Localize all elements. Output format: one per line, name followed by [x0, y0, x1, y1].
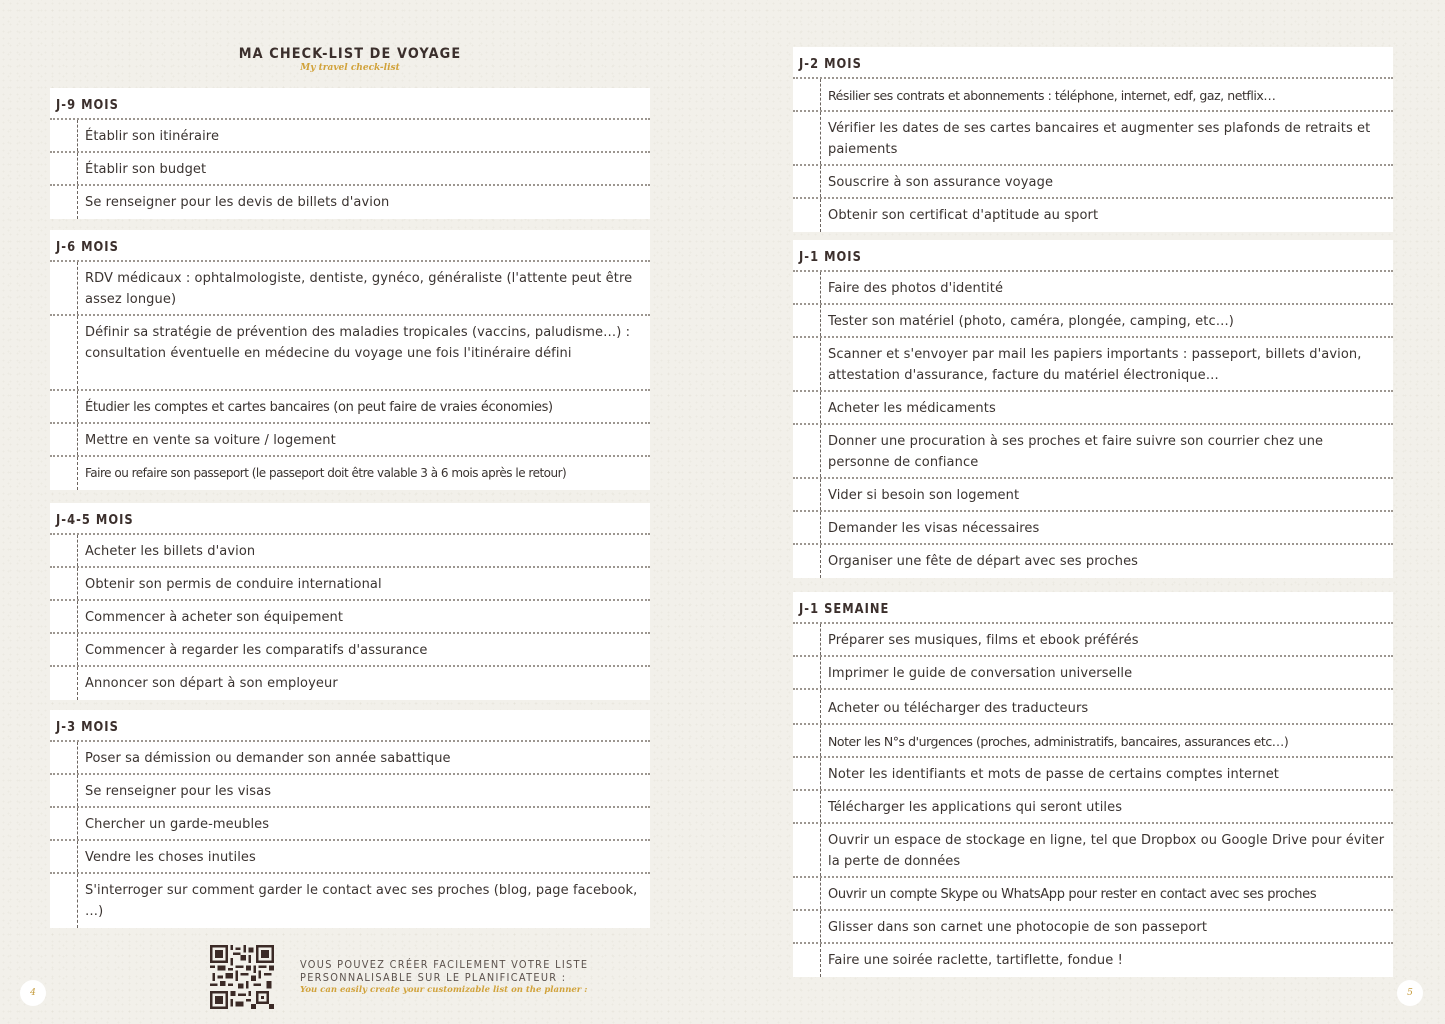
checklist-item-text: Noter les N°s d'urgences (proches, administratifs, bancaires, assurances etc…): [828, 734, 1289, 749]
checklist-row: [793, 305, 1393, 338]
checklist-item-text: Tester son matériel (photo, caméra, plongée, camping, etc…): [828, 314, 1234, 329]
checkbox[interactable]: [793, 479, 821, 510]
checkbox[interactable]: [50, 634, 78, 665]
checklist-item-text: Obtenir son permis de conduire international: [85, 577, 382, 592]
checklist-item-text: Demander les visas nécessaires: [828, 521, 1040, 536]
section-header: [50, 710, 650, 742]
checklist-row: [793, 479, 1393, 512]
checklist-row: [793, 824, 1393, 878]
checklist-item-text: Donner une procuration à ses proches et faire suivre son courrier chez une personne de confiance: [828, 434, 1324, 470]
checklist-item-text: Annoncer son départ à son employeur: [85, 676, 338, 691]
section-title: J-1 MOIS: [799, 249, 862, 265]
page-title: MA CHECK-LIST DE VOYAGE: [238, 46, 462, 62]
checklist-item-text: Acheter ou télécharger des traducteurs: [828, 701, 1089, 716]
checklist-item-text: Télécharger les applications qui seront utiles: [828, 800, 1123, 815]
section-header: [793, 240, 1393, 272]
checklist-item-text: Souscrire à son assurance voyage: [828, 175, 1054, 190]
section-j9-mois: [50, 88, 650, 219]
checkbox[interactable]: [793, 791, 821, 822]
checkbox[interactable]: [793, 878, 821, 909]
checkbox[interactable]: [793, 392, 821, 423]
checkbox[interactable]: [50, 775, 78, 806]
section-j6-mois: [50, 230, 650, 490]
planner-note-line2: PERSONNALISABLE SUR LE PLANIFICATEUR :: [300, 972, 567, 984]
checklist-row: [793, 112, 1393, 166]
checkbox[interactable]: [793, 944, 821, 977]
section-header: [50, 230, 650, 262]
page-number-right: 5: [1397, 980, 1423, 1006]
section-j45-mois: [50, 503, 650, 700]
checkbox[interactable]: [50, 841, 78, 872]
section-title: J-9 MOIS: [56, 97, 119, 113]
checkbox[interactable]: [793, 305, 821, 336]
checkbox[interactable]: [793, 272, 821, 303]
checklist-item-text: Mettre en vente sa voiture / logement: [85, 433, 336, 448]
checklist-row: [50, 457, 650, 490]
checkbox[interactable]: [793, 112, 821, 164]
checklist-item-text: Chercher un garde-meubles: [85, 817, 270, 832]
section-j3-mois: [50, 710, 650, 928]
checkbox[interactable]: [793, 199, 821, 232]
checklist-item-text: Vérifier les dates de ses cartes bancaires et augmenter ses plafonds de retraits et paiements: [828, 121, 1371, 157]
section-header: [793, 47, 1393, 79]
checklist-item-text: Commencer à acheter son équipement: [85, 610, 344, 625]
section-title: J-6 MOIS: [56, 239, 119, 255]
checklist-row: [793, 911, 1393, 944]
checklist-item-text: Acheter les médicaments: [828, 401, 996, 416]
checklist-item-text: Scanner et s'envoyer par mail les papiers importants : passeport, billets d'avion, attestation d'assurance, facture du matériel électronique…: [828, 347, 1362, 383]
checklist-row: [793, 166, 1393, 199]
checklist-row: [50, 153, 650, 186]
section-title: J-2 MOIS: [799, 56, 862, 72]
checklist-item-text: Préparer ses musiques, films et ebook préférés: [828, 633, 1139, 648]
checkbox[interactable]: [50, 742, 78, 773]
checklist-row: [50, 667, 650, 700]
checklist-item-text: Étudier les comptes et cartes bancaires (on peut faire de vraies économies): [85, 400, 553, 415]
checklist-item-text: Glisser dans son carnet une photocopie de son passeport: [828, 920, 1208, 935]
checklist-row: [50, 120, 650, 153]
checkbox[interactable]: [50, 316, 78, 389]
right-page: [722, 0, 1445, 1024]
checkbox[interactable]: [793, 911, 821, 942]
checklist-row: [793, 725, 1393, 758]
section-j1-semaine: [793, 592, 1393, 977]
checklist-row: [793, 512, 1393, 545]
checkbox[interactable]: [50, 601, 78, 632]
checkbox[interactable]: [50, 568, 78, 599]
section-j1-mois: [793, 240, 1393, 578]
checklist-item-text: Obtenir son certificat d'aptitude au sport: [828, 208, 1099, 223]
checkbox[interactable]: [50, 535, 78, 566]
checklist-row: [50, 742, 650, 775]
section-header: [50, 503, 650, 535]
checklist-row: [793, 199, 1393, 232]
checklist-row: [793, 657, 1393, 690]
checklist-item-text: RDV médicaux : ophtalmologiste, dentiste, gynéco, généraliste (l'attente peut être assez longue): [85, 271, 633, 307]
checkbox[interactable]: [50, 874, 78, 928]
checkbox[interactable]: [50, 186, 78, 219]
checklist-row: [793, 272, 1393, 305]
checklist-row: [50, 808, 650, 841]
checklist-item-text: Faire ou refaire son passeport (le passeport doit être valable 3 à 6 mois après le retour): [85, 466, 567, 480]
checklist-row: [793, 878, 1393, 911]
checklist-item-text: Se renseigner pour les devis de billets d'avion: [85, 195, 390, 210]
checkbox[interactable]: [793, 624, 821, 655]
section-title: J-4-5 MOIS: [56, 512, 134, 528]
checklist-item-text: Faire des photos d'identité: [828, 281, 1004, 296]
checkbox[interactable]: [793, 79, 821, 110]
planner-note-english: You can easily create your customizable list on the planner :: [300, 985, 588, 995]
checklist-row: [50, 391, 650, 424]
checklist-row: [793, 545, 1393, 578]
checkbox[interactable]: [793, 758, 821, 789]
checklist-item-text: Ouvrir un espace de stockage en ligne, tel que Dropbox ou Google Drive pour éviter la perte de données: [828, 833, 1385, 869]
checklist-row: [793, 690, 1393, 725]
checkbox[interactable]: [793, 657, 821, 688]
checkbox[interactable]: [50, 391, 78, 422]
checklist-item-text: Imprimer le guide de conversation universelle: [828, 666, 1133, 681]
checklist-row: [793, 338, 1393, 392]
checklist-row: [793, 425, 1393, 479]
checkbox[interactable]: [793, 512, 821, 543]
checkbox[interactable]: [50, 153, 78, 184]
checklist-row: [50, 874, 650, 928]
checklist-row: [50, 186, 650, 219]
checkbox[interactable]: [50, 457, 78, 490]
section-title: J-1 SEMAINE: [799, 601, 890, 617]
checkbox[interactable]: [793, 338, 821, 390]
section-j2-mois: [793, 47, 1393, 232]
section-header: [50, 88, 650, 120]
checklist-item-text: Faire une soirée raclette, tartiflette, fondue !: [828, 953, 1123, 968]
checkbox[interactable]: [793, 425, 821, 477]
section-header: [793, 592, 1393, 624]
checkbox[interactable]: [50, 808, 78, 839]
checklist-row: [793, 392, 1393, 425]
left-page: [0, 0, 722, 1024]
checklist-item-text: Poser sa démission ou demander son année sabattique: [85, 751, 451, 766]
checklist-item-text: Établir son budget: [85, 162, 207, 177]
checklist-item-text: Vider si besoin son logement: [828, 488, 1020, 503]
checklist-row: [793, 79, 1393, 112]
planner-note-line1: VOUS POUVEZ CRÉER FACILEMENT VOTRE LISTE: [300, 959, 589, 971]
checklist-item-text: Se renseigner pour les visas: [85, 784, 272, 799]
checkbox[interactable]: [793, 725, 821, 756]
checklist-row: [50, 316, 650, 391]
checklist-row: [50, 262, 650, 316]
checklist-item-text: Organiser une fête de départ avec ses proches: [828, 554, 1139, 569]
checkbox[interactable]: [793, 690, 821, 723]
planner-note: [300, 959, 660, 996]
checklist-row: [50, 535, 650, 568]
checklist-row: [793, 791, 1393, 824]
checkbox[interactable]: [50, 262, 78, 314]
page-number-left: 4: [20, 980, 46, 1006]
checkbox[interactable]: [50, 667, 78, 700]
checklist-item-text: Résilier ses contrats et abonnements : téléphone, internet, edf, gaz, netflix…: [828, 88, 1276, 103]
checklist-row: [50, 775, 650, 808]
checkbox[interactable]: [50, 424, 78, 455]
qr-code-icon[interactable]: [210, 945, 274, 1009]
checklist-row: [793, 758, 1393, 791]
checklist-item-text: Acheter les billets d'avion: [85, 544, 256, 559]
checklist-row: [793, 624, 1393, 657]
checklist-row: [50, 634, 650, 667]
checklist-row: [50, 568, 650, 601]
checklist-row: [50, 601, 650, 634]
checkbox[interactable]: [793, 166, 821, 197]
checklist-item-text: Commencer à regarder les comparatifs d'assurance: [85, 643, 428, 658]
checklist-row: [50, 424, 650, 457]
page-subtitle: My travel check-list: [300, 63, 400, 73]
checklist-row: [50, 841, 650, 874]
checkbox[interactable]: [793, 545, 821, 578]
checklist-item-text: Définir sa stratégie de prévention des maladies tropicales (vaccins, paludisme…) : consultation éventuelle en médecine du voyage une fois l'itinéraire défini: [85, 325, 631, 361]
checkbox[interactable]: [793, 824, 821, 876]
checklist-item-text: Vendre les choses inutiles: [85, 850, 256, 865]
section-title: J-3 MOIS: [56, 719, 119, 735]
checklist-item-text: Établir son itinéraire: [85, 129, 220, 144]
checklist-item-text: S'interroger sur comment garder le contact avec ses proches (blog, page facebook, …): [85, 883, 638, 919]
checkbox[interactable]: [50, 120, 78, 151]
checklist-item-text: Noter les identifiants et mots de passe de certains comptes internet: [828, 767, 1280, 782]
title-block: [200, 45, 500, 73]
checklist-row: [793, 944, 1393, 977]
checklist-item-text: Ouvrir un compte Skype ou WhatsApp pour rester en contact avec ses proches: [828, 887, 1317, 902]
